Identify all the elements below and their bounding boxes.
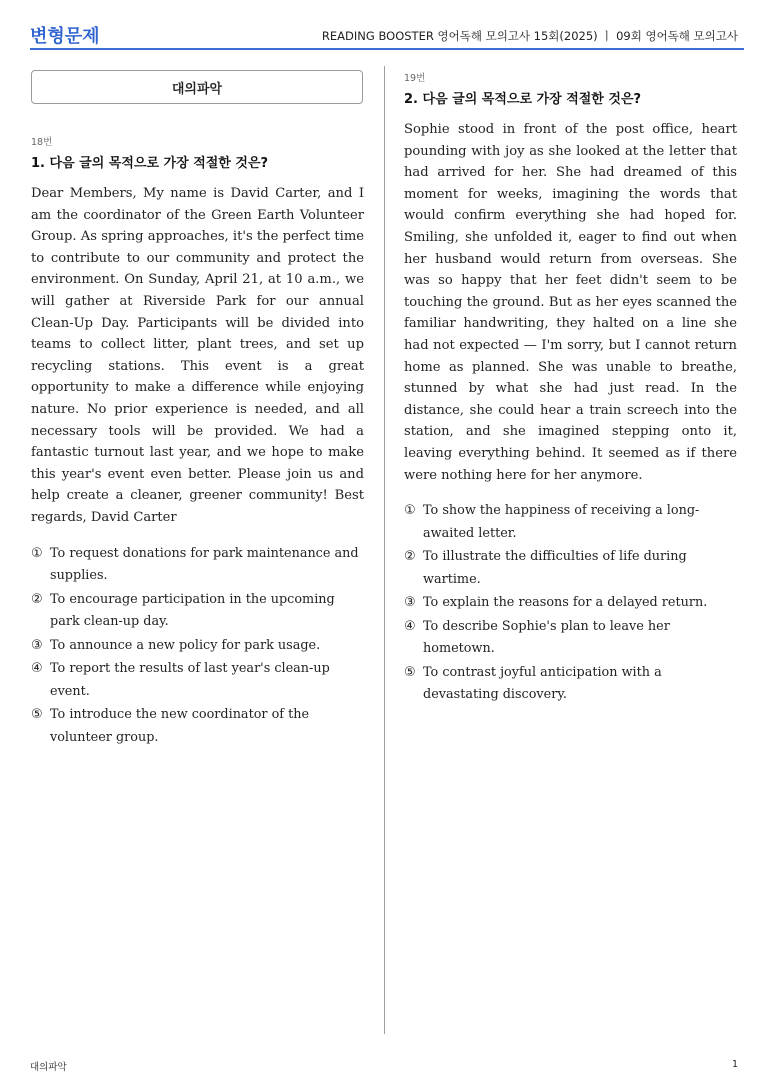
column-divider bbox=[384, 66, 385, 1034]
option-text: To contrast joyful anticipation with a devastating discovery. bbox=[423, 664, 662, 703]
answer-option-2[interactable] bbox=[404, 546, 737, 591]
section-label-box bbox=[31, 70, 363, 104]
question-title: 1. 다음 글의 목적으로 가장 적절한 것은? bbox=[31, 156, 269, 171]
option-number-icon: ③ bbox=[31, 637, 43, 653]
option-text: To describe Sophie's plan to leave her hometown. bbox=[423, 618, 670, 657]
option-number-icon: ② bbox=[404, 549, 416, 565]
answer-option-3[interactable] bbox=[31, 635, 364, 658]
answer-option-1[interactable] bbox=[404, 500, 737, 545]
answer-option-4[interactable] bbox=[404, 616, 737, 661]
option-number-icon: ① bbox=[404, 503, 416, 519]
page-number: 1 bbox=[731, 1059, 738, 1070]
option-number-icon: ④ bbox=[31, 661, 43, 676]
option-text: To introduce the new coordinator of the volunteer group. bbox=[50, 707, 310, 745]
option-number-icon: ② bbox=[31, 591, 43, 607]
option-text: To encourage participation in the upcoming park clean-up day. bbox=[50, 591, 335, 629]
option-text: To request donations for park maintenance and supplies. bbox=[50, 545, 359, 583]
answer-option-5[interactable] bbox=[404, 662, 737, 707]
answer-option-5[interactable] bbox=[31, 704, 364, 749]
exam-title: READING BOOSTER 영어독해 모의고사 15회(2025) ㅣ 09회 영어독해 모의고사 bbox=[321, 29, 738, 43]
question-number-label: 18번 bbox=[31, 137, 53, 148]
section-label: 대의파악 bbox=[171, 81, 223, 97]
question-passage: Sophie stood in front of the post office, heart pounding with joy as she looked at the letter that had arrived for her. She had dreamed of this moment for weeks, imagining the words that would confirm everything she had hoped for. Smiling, she unfolded it, eager to find out when her husband would return from overseas. She was so happy that her feet didn't seem to be touching the ground. But as her eyes scanned the familiar handwriting, they halted on a line she had not expected — I'm sorry, but I cannot return home as planned. She was unable to breathe, stunned by what she had just read. In the distance, she could hear a train screech into the station, and she imagined stepping onto it, leaving everything behind. It seemed as if there were nothing here for her anymore. bbox=[404, 122, 737, 483]
option-number-icon: ③ bbox=[404, 595, 416, 611]
answer-option-2[interactable] bbox=[31, 589, 364, 634]
answer-option-4[interactable] bbox=[31, 658, 364, 703]
option-text: To show the happiness of receiving a long-awaited letter. bbox=[423, 503, 700, 541]
question-block-1 bbox=[31, 134, 364, 750]
footer-section-label: 대의파악 bbox=[30, 1062, 67, 1073]
option-number-icon: ⑤ bbox=[404, 664, 416, 680]
option-text: To illustrate the difficulties of life during wartime. bbox=[423, 549, 687, 587]
answer-option-1[interactable] bbox=[31, 543, 364, 588]
option-text: To announce a new policy for park usage. bbox=[50, 637, 321, 653]
answer-option-3[interactable] bbox=[404, 592, 737, 615]
option-text: To explain the reasons for a delayed return. bbox=[423, 595, 708, 611]
option-number-icon: ① bbox=[31, 545, 43, 561]
question-number-label: 19번 bbox=[404, 73, 426, 84]
answer-options bbox=[31, 543, 364, 750]
question-block-2 bbox=[404, 70, 737, 708]
option-number-icon: ④ bbox=[404, 618, 416, 634]
answer-options bbox=[404, 500, 737, 707]
option-number-icon: ⑤ bbox=[31, 707, 43, 722]
question-passage: Dear Members, My name is David Carter, and I am the coordinator of the Green Earth Volunteer Group. As spring approaches, it's the perfect time to contribute to our community and protect the environment. On Sunday, April 21, at 10 a.m., we will gather at Riverside Park for our annual Clean-Up Day. Participants will be divided into teams to collect litter, plant trees, and set up recycling stations. This event is a great opportunity to make a difference while enjoying nature. No prior experience is needed, and all necessary tools will be provided. We had a fantastic turnout last year, and we hope to make this year's event even better. Please join us and help create a cleaner, greener community! Best regards, David Carter bbox=[31, 186, 364, 525]
brand-title: 변형문제 bbox=[30, 26, 100, 47]
page-header bbox=[30, 18, 744, 50]
option-text: To report the results of last year's clean-up event. bbox=[50, 661, 330, 699]
question-title: 2. 다음 글의 목적으로 가장 적절한 것은? bbox=[404, 92, 642, 107]
